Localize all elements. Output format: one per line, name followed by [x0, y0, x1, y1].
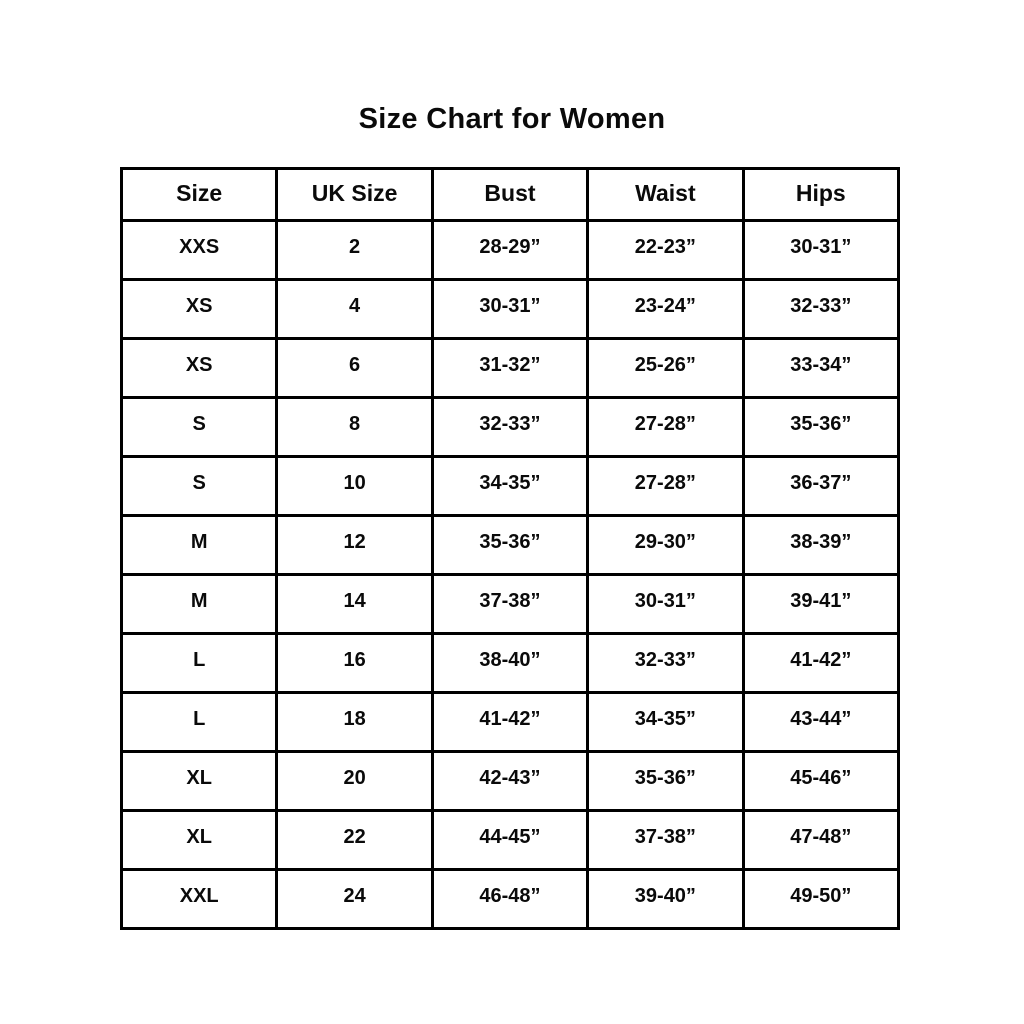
table-cell: 41-42”: [432, 693, 587, 752]
table-cell: L: [122, 693, 277, 752]
size-chart-table: [120, 167, 900, 930]
table-row: [122, 811, 899, 870]
table-row: [122, 398, 899, 457]
table-cell: XL: [122, 752, 277, 811]
table-cell: 18: [277, 693, 432, 752]
table-cell: XXS: [122, 221, 277, 280]
table-cell: 22-23”: [588, 221, 743, 280]
table-cell: 45-46”: [743, 752, 898, 811]
table-cell: 34-35”: [432, 457, 587, 516]
table-cell: S: [122, 457, 277, 516]
table-cell: 10: [277, 457, 432, 516]
table-cell: XS: [122, 339, 277, 398]
table-cell: 39-40”: [588, 870, 743, 929]
table-cell: 41-42”: [743, 634, 898, 693]
table-body: [122, 221, 899, 929]
table-cell: 35-36”: [588, 752, 743, 811]
table-row: [122, 870, 899, 929]
table-row: [122, 457, 899, 516]
table-cell: 32-33”: [432, 398, 587, 457]
table-cell: XXL: [122, 870, 277, 929]
table-row: [122, 280, 899, 339]
table-row: [122, 575, 899, 634]
table-cell: 30-31”: [743, 221, 898, 280]
table-cell: 35-36”: [743, 398, 898, 457]
table-cell: 47-48”: [743, 811, 898, 870]
table-cell: XL: [122, 811, 277, 870]
table-cell: 35-36”: [432, 516, 587, 575]
table-cell: 37-38”: [588, 811, 743, 870]
table-row: [122, 693, 899, 752]
table-cell: 12: [277, 516, 432, 575]
table-cell: 34-35”: [588, 693, 743, 752]
column-header-hips: Hips: [743, 169, 898, 221]
table-cell: 22: [277, 811, 432, 870]
table-row: [122, 339, 899, 398]
table-cell: 31-32”: [432, 339, 587, 398]
table-cell: 28-29”: [432, 221, 587, 280]
table-cell: 46-48”: [432, 870, 587, 929]
table-cell: 16: [277, 634, 432, 693]
table-header-row: [122, 169, 899, 221]
table-cell: XS: [122, 280, 277, 339]
table-cell: 32-33”: [743, 280, 898, 339]
table-cell: 32-33”: [588, 634, 743, 693]
table-cell: 44-45”: [432, 811, 587, 870]
table-row: [122, 634, 899, 693]
table-cell: 42-43”: [432, 752, 587, 811]
table-cell: 49-50”: [743, 870, 898, 929]
table-cell: 20: [277, 752, 432, 811]
table-cell: 2: [277, 221, 432, 280]
table-cell: 23-24”: [588, 280, 743, 339]
page-title: Size Chart for Women: [358, 103, 666, 135]
table-cell: 14: [277, 575, 432, 634]
table-cell: 43-44”: [743, 693, 898, 752]
table-cell: L: [122, 634, 277, 693]
table-cell: M: [122, 575, 277, 634]
table-cell: 39-41”: [743, 575, 898, 634]
table-cell: 37-38”: [432, 575, 587, 634]
table-cell: 33-34”: [743, 339, 898, 398]
table-row: [122, 221, 899, 280]
table-cell: 36-37”: [743, 457, 898, 516]
table-header: [122, 169, 899, 221]
table-cell: M: [122, 516, 277, 575]
table-cell: 6: [277, 339, 432, 398]
table-cell: 30-31”: [588, 575, 743, 634]
column-header-uk-size: UK Size: [277, 169, 432, 221]
table-row: [122, 752, 899, 811]
table-cell: 24: [277, 870, 432, 929]
column-header-waist: Waist: [588, 169, 743, 221]
table-cell: 30-31”: [432, 280, 587, 339]
column-header-bust: Bust: [432, 169, 587, 221]
table-cell: 8: [277, 398, 432, 457]
table-row: [122, 516, 899, 575]
column-header-size: Size: [122, 169, 277, 221]
table-cell: 38-40”: [432, 634, 587, 693]
table-cell: 27-28”: [588, 457, 743, 516]
table-cell: S: [122, 398, 277, 457]
table-cell: 4: [277, 280, 432, 339]
table-cell: 38-39”: [743, 516, 898, 575]
table-cell: 27-28”: [588, 398, 743, 457]
table-cell: 29-30”: [588, 516, 743, 575]
table-cell: 25-26”: [588, 339, 743, 398]
